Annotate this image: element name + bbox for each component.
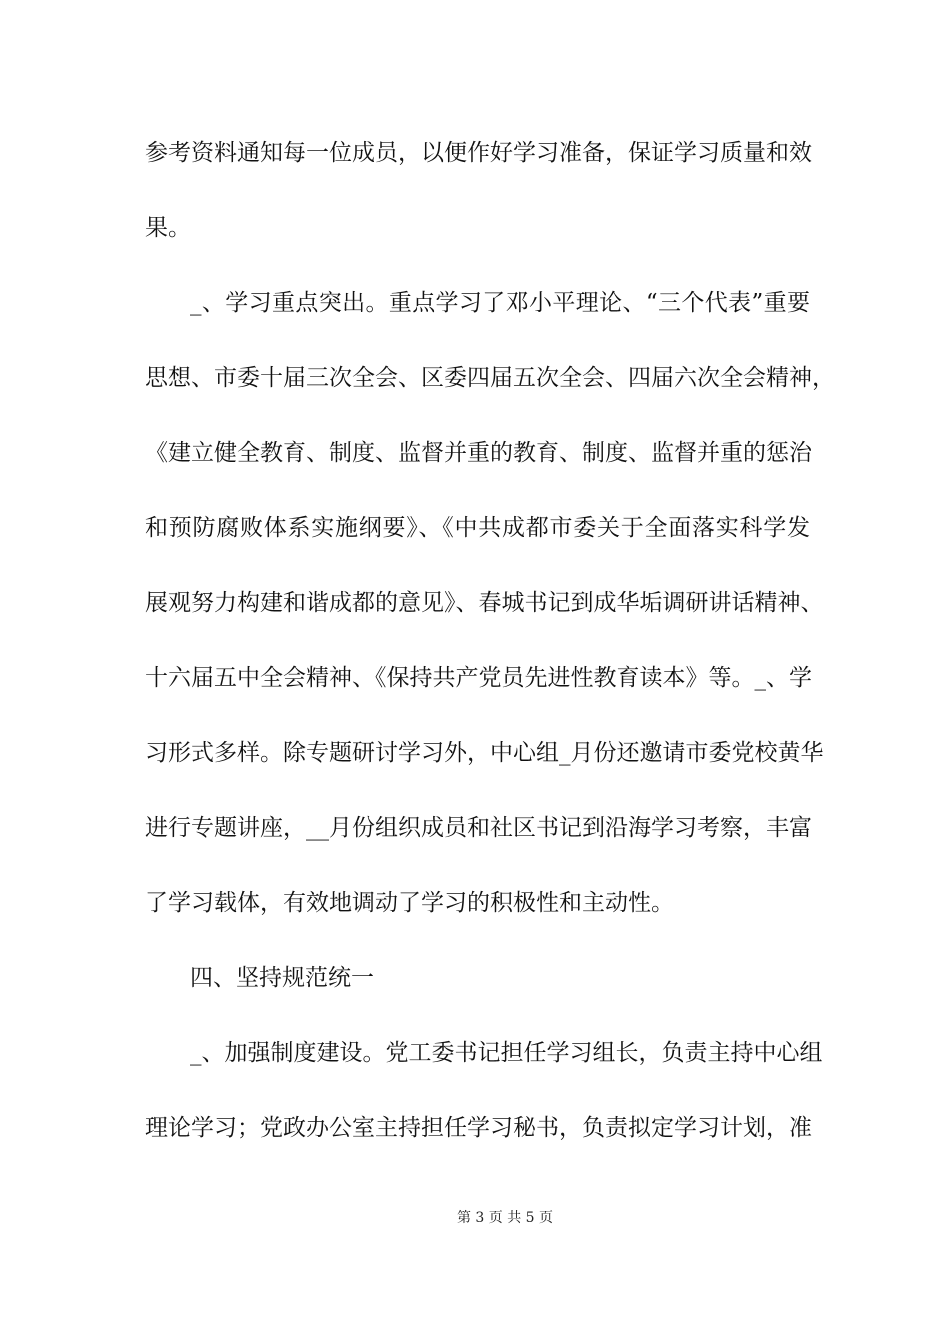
text-line-11: 了学习载体，有效地调动了学习的积极性和主动性。 bbox=[145, 890, 674, 916]
text-line-5: 《建立健全教育、制度、监督并重的教育、制度、监督并重的惩治 bbox=[145, 440, 812, 466]
section-heading: 四、坚持规范统一 bbox=[190, 965, 374, 991]
text-line-6: 和预防腐败体系实施纲要》、《中共成都市委关于全面落实科学发 bbox=[145, 515, 810, 541]
text-line-13: _、加强制度建设。党工委书记担任学习组长，负责主持中心组 bbox=[190, 1040, 823, 1066]
text-line-1: 参考资料通知每一位成员，以便作好学习准备，保证学习质量和效 bbox=[145, 140, 812, 166]
text-line-7: 展观努力构建和谐成都的意见》、春城书记到成华垢调研讲话精神、 bbox=[145, 590, 824, 616]
text-line-14: 理论学习；党政办公室主持担任学习秘书，负责拟定学习计划，准 bbox=[145, 1115, 812, 1141]
text-line-9: 习形式多样。除专题研讨学习外，中心组_月份还邀请市委党校黄华 bbox=[145, 740, 824, 766]
text-line-4: 思想、市委十届三次全会、区委四届五次全会、四届六次全会精神， bbox=[145, 365, 835, 391]
text-line-10: 进行专题讲座，__月份组织成员和社区书记到沿海学习考察，丰富 bbox=[145, 815, 812, 841]
text-line-2: 果。 bbox=[145, 215, 191, 241]
text-line-3: _、学习重点突出。重点学习了邓小平理论、“三个代表”重要 bbox=[190, 290, 810, 316]
page-number-footer: 第 3 页 共 5 页 bbox=[456, 1210, 554, 1226]
text-line-8: 十六届五中全会精神、《保持共产党员先进性教育读本》等。_、学 bbox=[145, 665, 812, 691]
